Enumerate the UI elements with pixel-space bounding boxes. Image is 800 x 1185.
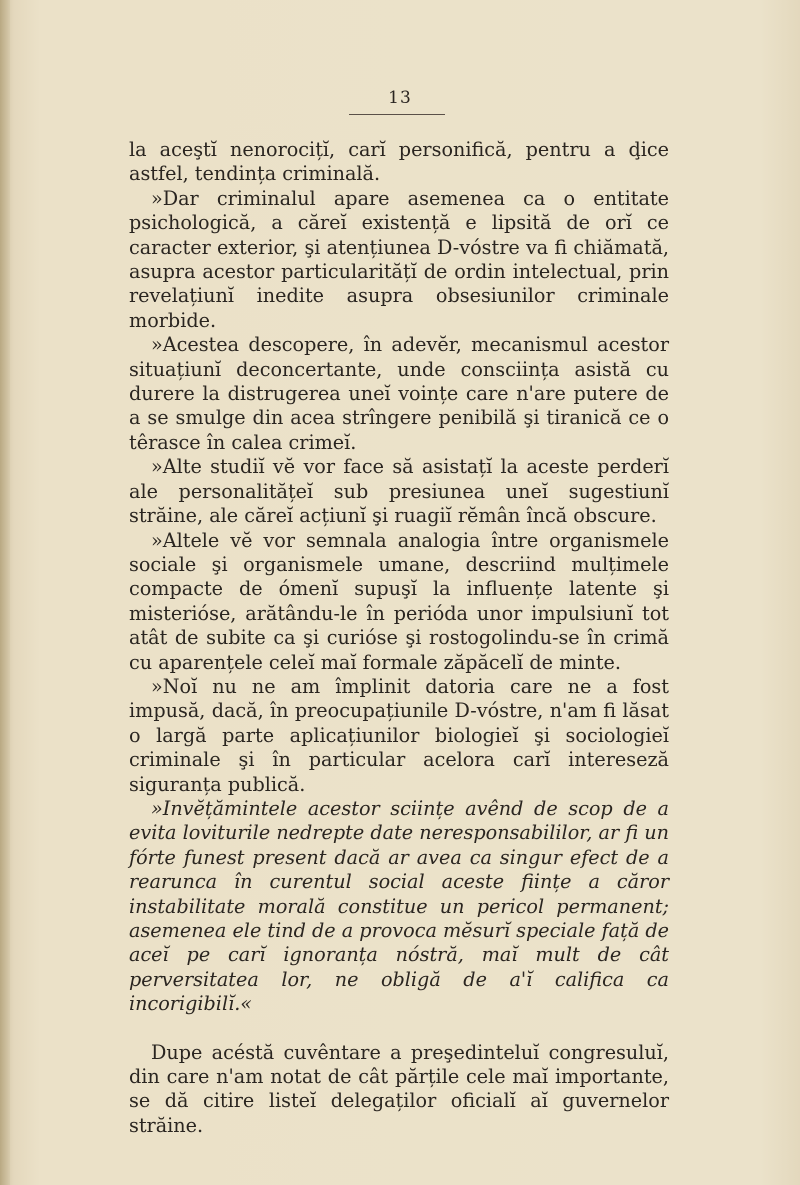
paragraph-4: »Alte studiĭ vĕ vor face să asistațĭ la aceste perderĭ ale personalitățeĭ sub presiunea uneĭ sugestiunĭ străine, ale căreĭ acțiunĭ şi ruagiĭ rĕmân încă obscure. <box>129 455 669 528</box>
paragraph-2: »Dar criminalul apare asemenea ca o entitate psichologică, a căreĭ existență e lipsită de orĭ ce caracter exterior, şi atențiunea D-vóstre va fi chiămată, asupra acestor particularitățĭ de ordin intelectual, prin revelațiunĭ inedite asupra obsesiunilor criminale morbide. <box>129 186 669 332</box>
paragraph-1: la aceştĭ nenorocițĭ, carĭ personifică, pentru a ḑice astfel, tendința criminală. <box>129 138 669 186</box>
paragraph-6: »Noĭ nu ne am împlinit datoria care ne a fost impusă, dacă, în preocupațiunile D-vóstre, n'am fi lăsat o largă parte aplicațiunilor biologieĭ şi sociologieĭ criminale şi în particular acelora carĭ intereseză siguranța publică. <box>129 674 669 796</box>
page-number: 13 <box>388 88 412 108</box>
page-edge <box>0 0 10 1185</box>
header-rule <box>349 114 445 115</box>
body-text <box>129 138 669 1138</box>
paragraph-3: »Acestea descopere, în adevĕr, mecanismul acestor situațiunĭ deconcertante, unde consciința asistă cu durere la distrugerea uneĭ voințe care n'are putere de a se smulge din acea strîngere penibilă şi tiranică ce o têrasce în calea crimeĭ. <box>129 333 669 454</box>
paragraph-7-italic-quote: »Invĕțămintele acestor sciințe avênd de scop de a evita loviturile nedrepte date neresponsabililor, ar fi un fórte funest present dacă ar avea ca singur efect de a rearunca în curentul social aceste ființe a căror instabilitate morală constitue un pericol permanent; asemenea ele tind de a provoca mĕsurĭ speciale față de aceĭ pe carĭ ignoranța nóstră, maĭ mult de cât perversitatea lor, ne obligă de a'ĭ califica ca incorigibilĭ.« <box>129 796 669 1016</box>
paragraph-8: Dupe acéstă cuvêntare a preşedinteluĭ congresuluĭ, din care n'am notat de cât părțile cele maĭ importante, se dă citire listeĭ delegaților oficialĭ aĭ guvernelor străine. <box>129 1040 669 1137</box>
paragraph-5: »Altele vĕ vor semnala analogia între organismele sociale şi organismele umane, descriind mulțimele compacte de ómenĭ supuşĭ la influențe latente şi misteriόse, arătându-le în perióda unor impulsiunĭ tot atât de subite ca şi curióse şi rostogolindu-se în crimă cu aparențele celeĭ maĭ formale zăpăcelĭ de minte. <box>129 528 669 674</box>
